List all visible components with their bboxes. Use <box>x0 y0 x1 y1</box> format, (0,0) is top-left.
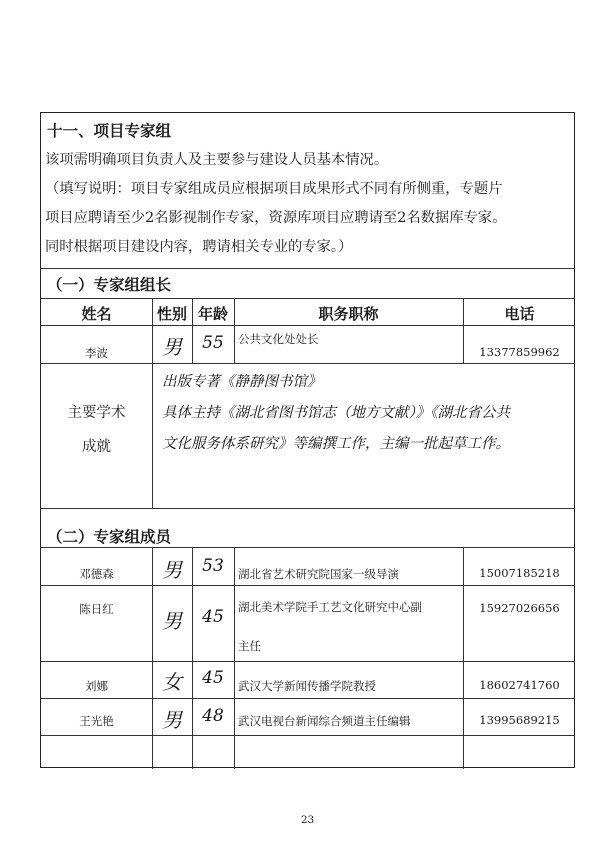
member-1-title: 湖北省艺术研究院国家一级导演 <box>238 567 399 581</box>
achievements-line-1: 出版专著《静静图书馆》 <box>162 374 322 390</box>
page-number: 23 <box>300 814 315 826</box>
achievements-line-2: 具体主持《湖北省图书馆志（地方文献）》《湖北省公共 <box>162 405 510 421</box>
header-phone: 电话 <box>504 305 535 323</box>
achievements-label-line-1: 主要学术 <box>67 405 126 421</box>
member-3-name: 刘娜 <box>85 679 108 693</box>
member-3-title: 武汉大学新闻传播学院教授 <box>238 679 376 693</box>
header-name: 姓名 <box>81 305 112 323</box>
grid-line <box>152 363 153 508</box>
grid-line <box>463 547 464 769</box>
member-4-age: 48 <box>202 706 224 726</box>
grid-line <box>152 547 153 769</box>
section-intro: 该项需明确项目负责人及主要参与建设人员基本情况。 <box>45 152 389 168</box>
member-4-phone: 13995689215 <box>479 713 560 727</box>
divider <box>41 363 574 364</box>
members-section-title: （二）专家组成员 <box>47 527 172 546</box>
divider <box>41 661 574 662</box>
note-line-1: （填写说明：项目专家组成员应根据项目成果形式不同有所侧重，专题片 <box>45 181 503 197</box>
note-line-2: 项目应聘请至少2名影视制作专家，资源库项目应聘请至2名数据库专家。 <box>45 210 507 226</box>
leader-section-title: （一）专家组组长 <box>47 275 172 294</box>
divider <box>41 298 574 299</box>
divider <box>41 325 574 326</box>
member-1-gender: 男 <box>162 558 182 582</box>
leader-title: 公共文化处处长 <box>238 332 319 346</box>
note-line-3: 同时根据项目建设内容，聘请相关专业的专家。） <box>45 239 353 255</box>
member-1-age: 53 <box>202 556 224 576</box>
leader-gender: 男 <box>162 335 182 359</box>
divider <box>41 268 574 269</box>
divider <box>41 547 574 548</box>
member-2-name: 陈日红 <box>79 602 114 616</box>
grid-line <box>192 547 193 769</box>
divider <box>41 508 574 509</box>
achievements-content <box>162 367 510 460</box>
divider <box>41 585 574 586</box>
header-gender: 性别 <box>156 305 187 323</box>
member-3-phone: 18602741760 <box>479 678 560 692</box>
member-1-phone: 15007185218 <box>479 566 560 580</box>
grid-line <box>152 298 153 363</box>
member-4-gender: 男 <box>162 708 182 732</box>
achievements-label-line-2: 成就 <box>82 439 111 455</box>
member-2-phone: 15927026656 <box>479 601 560 615</box>
member-2-age: 45 <box>202 607 224 627</box>
leader-phone: 13377859962 <box>479 345 560 359</box>
achievements-label <box>41 396 152 464</box>
section-title: 十一、项目专家组 <box>47 121 172 140</box>
member-2-title-cont: 主任 <box>238 639 261 653</box>
grid-line <box>192 298 193 363</box>
achievements-line-3: 文化服务体系研究》等编撰工作，主编一批起草工作。 <box>162 436 510 452</box>
leader-age: 55 <box>202 333 224 353</box>
expert-group-form <box>40 112 575 768</box>
member-2-title: 湖北美术学院手工艺文化研究中心副 <box>238 600 422 614</box>
member-3-gender: 女 <box>162 670 182 694</box>
grid-line <box>234 298 235 363</box>
member-3-age: 45 <box>202 668 224 688</box>
leader-name: 李波 <box>85 346 108 360</box>
member-4-title: 武汉电视台新闻综合频道主任编辑 <box>238 714 411 728</box>
header-age: 年龄 <box>197 305 228 323</box>
member-1-name: 邓德森 <box>79 567 114 581</box>
header-title: 职务职称 <box>318 305 379 323</box>
grid-line <box>463 298 464 363</box>
divider <box>41 698 574 699</box>
divider <box>41 735 574 736</box>
member-2-gender: 男 <box>162 609 182 633</box>
member-4-name: 王光艳 <box>79 714 114 728</box>
grid-line <box>234 547 235 769</box>
